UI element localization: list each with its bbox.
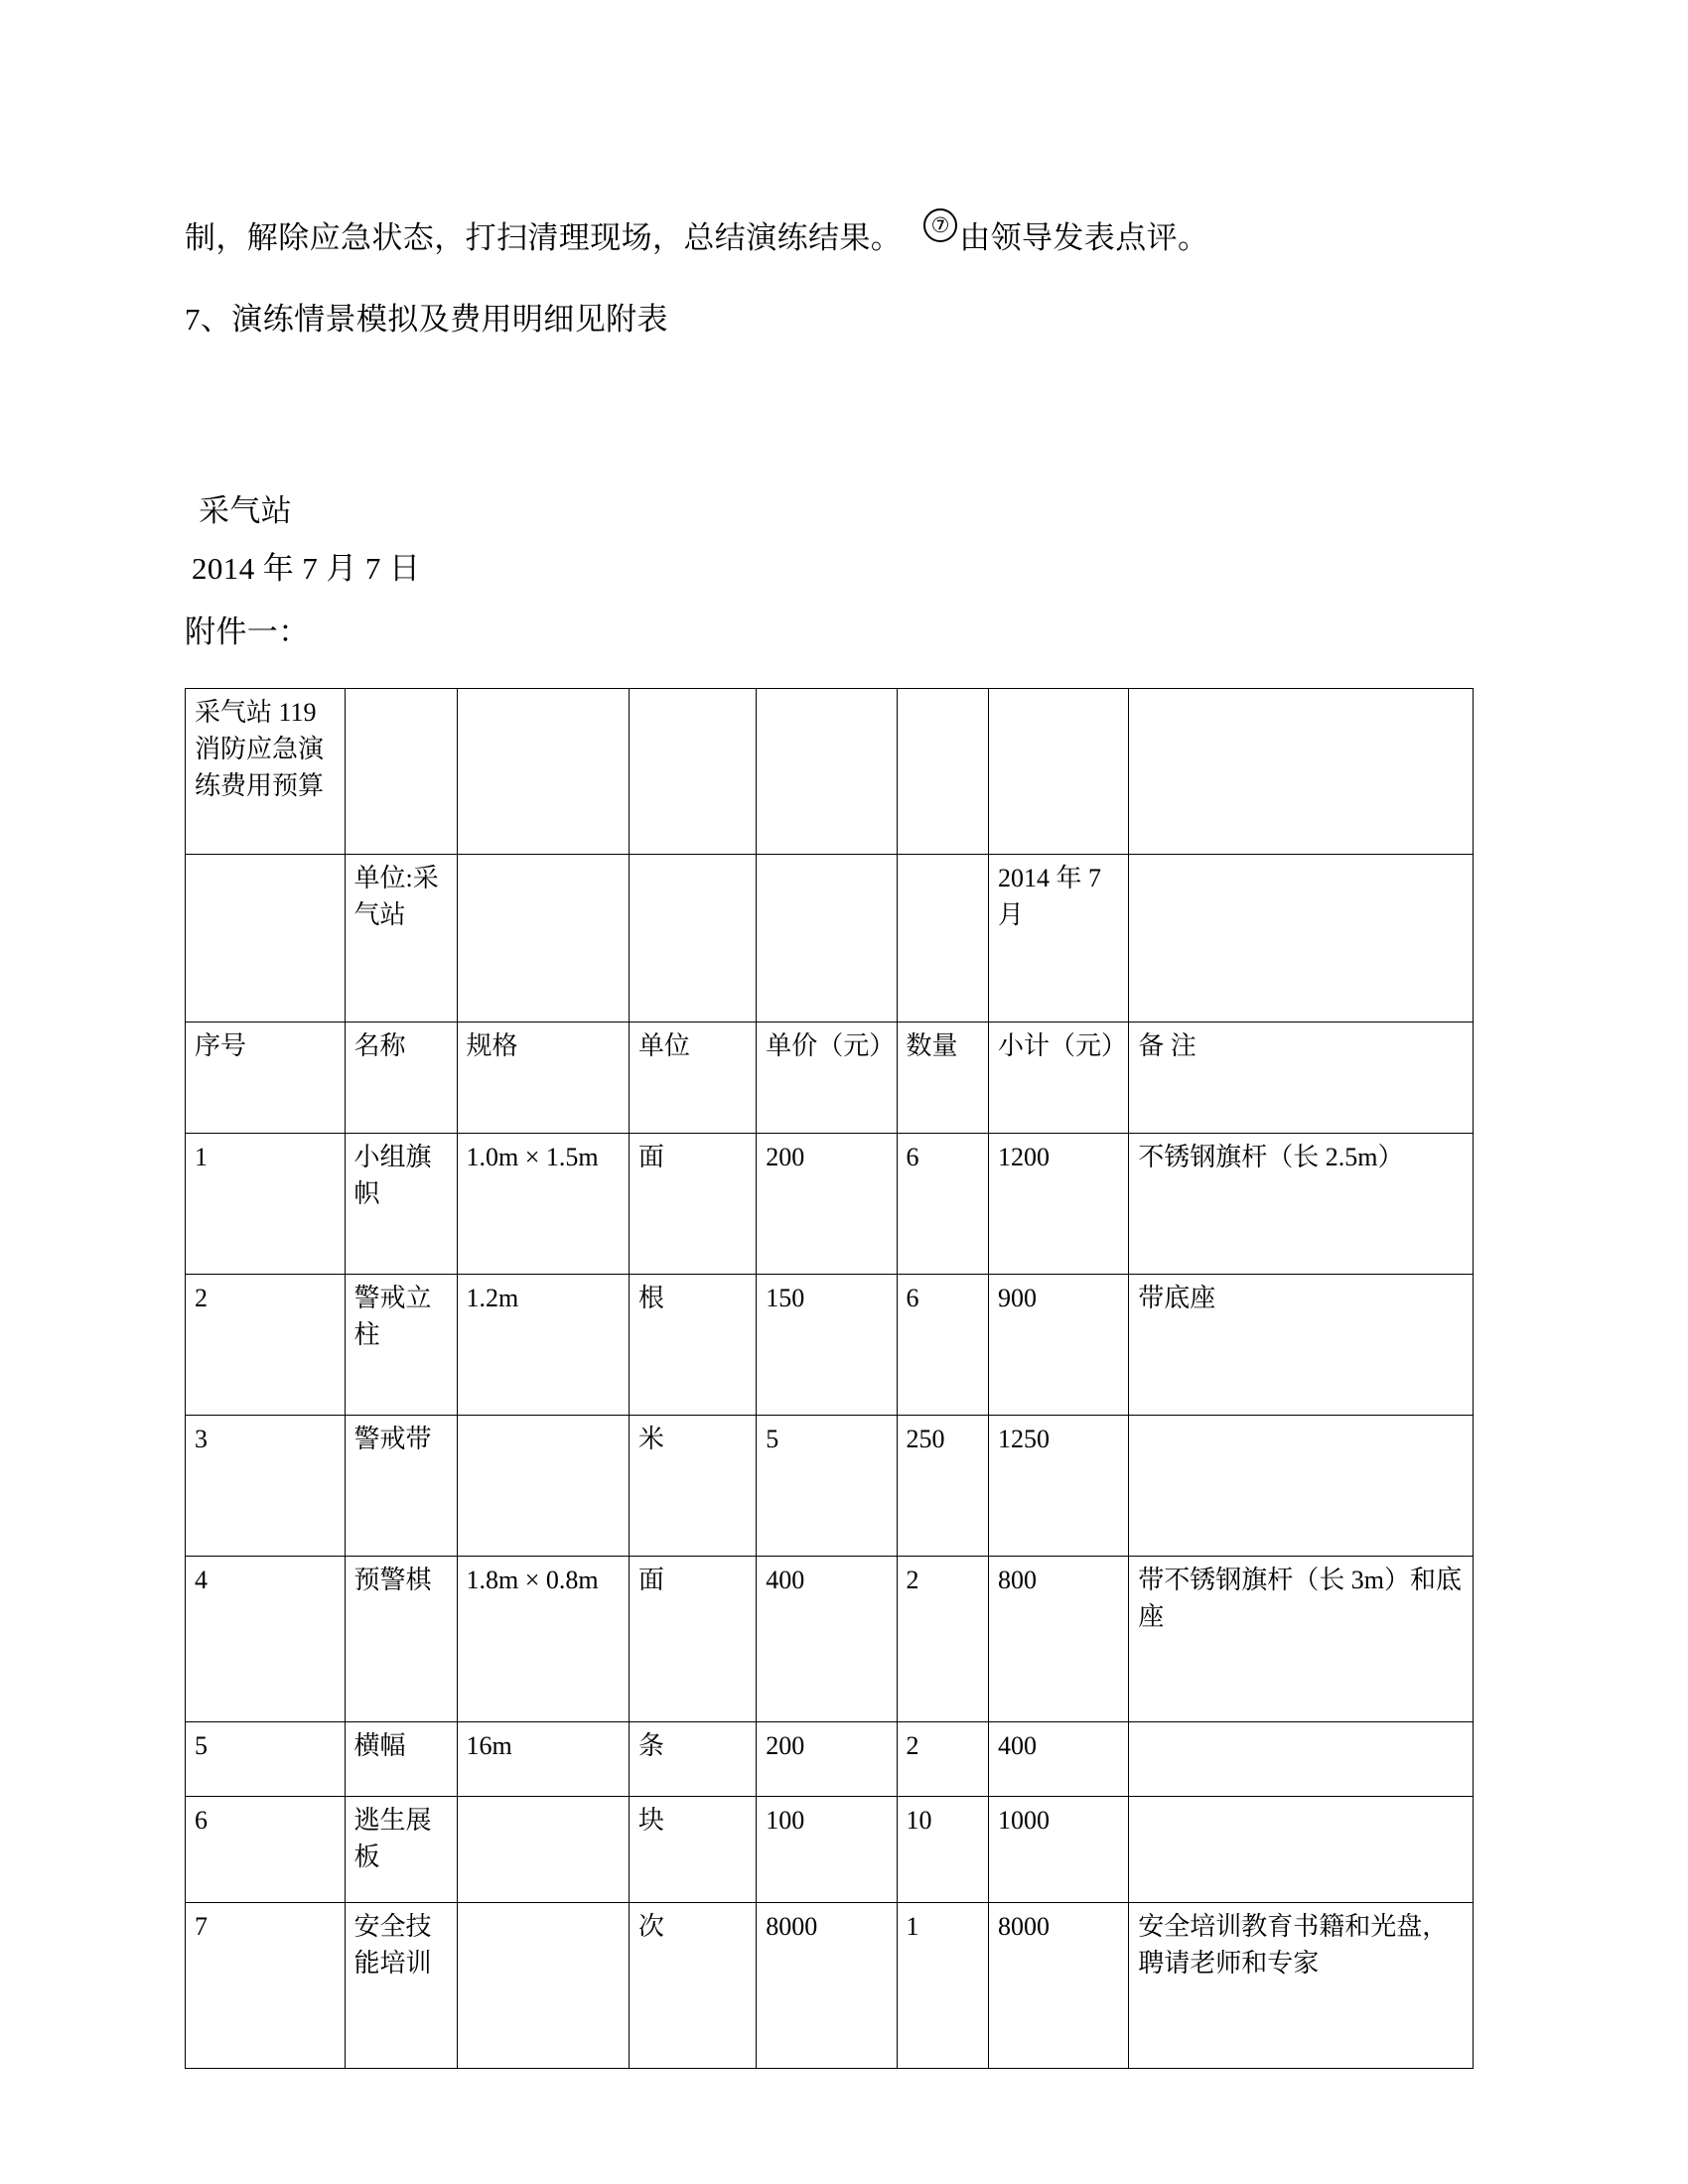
paragraph-continuation: [185, 213, 1209, 261]
table-row-meta: [186, 855, 1474, 1023]
table-cell-name: 警戒立柱: [345, 1275, 457, 1416]
table-cell-spec: [457, 1416, 629, 1557]
table-cell-unit: 根: [629, 1275, 756, 1416]
table-row: [186, 1903, 1474, 2069]
table-cell-qty: 2: [897, 1557, 988, 1722]
table-cell-name: 横幅: [345, 1722, 457, 1797]
table-cell-meta-date: 2014 年 7 月: [988, 855, 1128, 1023]
table-cell-empty: [988, 689, 1128, 855]
table-cell-empty: [1129, 689, 1474, 855]
table-cell-empty: [757, 855, 897, 1023]
table-cell-empty: [629, 855, 756, 1023]
table-header-unit: 单位: [629, 1023, 756, 1134]
table-cell-subtotal: 1200: [988, 1134, 1128, 1275]
table-cell-price: 200: [757, 1722, 897, 1797]
table-cell-spec: [457, 1903, 629, 2069]
signature-unit: 采气站: [199, 493, 293, 528]
section-heading-7: 7、演练情景模拟及费用明细见附表: [185, 302, 668, 337]
table-cell-name: 安全技能培训: [345, 1903, 457, 2069]
table-cell-spec: 1.0m × 1.5m: [457, 1134, 629, 1275]
table-header-qty: 数量: [897, 1023, 988, 1134]
table-row: [186, 1275, 1474, 1416]
table-cell-empty: [1129, 855, 1474, 1023]
table-cell-qty: 10: [897, 1797, 988, 1903]
table-cell-name: 警戒带: [345, 1416, 457, 1557]
table-cell-subtotal: 8000: [988, 1903, 1128, 2069]
table-cell-meta-unit: 单位:采气站: [345, 855, 457, 1023]
table-header-name: 名称: [345, 1023, 457, 1134]
table-cell-unit: 米: [629, 1416, 756, 1557]
table-cell-unit: 块: [629, 1797, 756, 1903]
table-cell-note: 带不锈钢旗杆（长 3m）和底座: [1129, 1557, 1474, 1722]
table-cell-empty: [457, 689, 629, 855]
table-row: [186, 1557, 1474, 1722]
signature-date: 2014 年 7 月 7 日: [192, 551, 421, 586]
table-cell-unit: 面: [629, 1557, 756, 1722]
table-cell-empty: [629, 689, 756, 855]
table-cell-qty: 2: [897, 1722, 988, 1797]
table-cell-empty: [345, 689, 457, 855]
table-cell-qty: 250: [897, 1416, 988, 1557]
table-cell-unit: 次: [629, 1903, 756, 2069]
table-cell-empty: [897, 689, 988, 855]
table-cell-index: 1: [186, 1134, 346, 1275]
table-cell-index: 2: [186, 1275, 346, 1416]
table-cell-spec: [457, 1797, 629, 1903]
table-cell-spec: 1.2m: [457, 1275, 629, 1416]
table-cell-subtotal: 400: [988, 1722, 1128, 1797]
table-cell-price: 150: [757, 1275, 897, 1416]
paragraph-continuation-text-before: 制，解除应急状态，打扫清理现场，总结演练结果。: [185, 220, 903, 255]
circled-number-seven-icon: ⑦: [923, 208, 957, 242]
table-cell-empty: [897, 855, 988, 1023]
table-cell-unit: 条: [629, 1722, 756, 1797]
table-cell-note: 安全培训教育书籍和光盘，聘请老师和专家: [1129, 1903, 1474, 2069]
table-cell-name: 小组旗帜: [345, 1134, 457, 1275]
table-header-spec: 规格: [457, 1023, 629, 1134]
table-cell-subtotal: 1000: [988, 1797, 1128, 1903]
table-cell-index: 4: [186, 1557, 346, 1722]
paragraph-continuation-text-after: 由领导发表点评。: [959, 220, 1209, 255]
table-cell-note: [1129, 1797, 1474, 1903]
table-cell-qty: 1: [897, 1903, 988, 2069]
table-cell-price: 5: [757, 1416, 897, 1557]
table-cell-index: 7: [186, 1903, 346, 2069]
table-row-title: [186, 689, 1474, 855]
attachment-label: 附件一：: [185, 614, 310, 649]
table-cell-qty: 6: [897, 1134, 988, 1275]
table-header-index: 序号: [186, 1023, 346, 1134]
table-cell-name: 预警棋: [345, 1557, 457, 1722]
table-cell-empty: [457, 855, 629, 1023]
table-row: [186, 1416, 1474, 1557]
table-row: [186, 1134, 1474, 1275]
table-cell-price: 8000: [757, 1903, 897, 2069]
table-cell-price: 400: [757, 1557, 897, 1722]
table-cell-note: [1129, 1722, 1474, 1797]
table-cell-empty: [757, 689, 897, 855]
table-cell-index: 3: [186, 1416, 346, 1557]
table-cell-price: 100: [757, 1797, 897, 1903]
table-cell-qty: 6: [897, 1275, 988, 1416]
table-cell-note: [1129, 1416, 1474, 1557]
table-cell-title: 采气站 119 消防应急演练费用预算: [186, 689, 346, 855]
table-cell-empty: [186, 855, 346, 1023]
table-row: [186, 1797, 1474, 1903]
table-row: [186, 1722, 1474, 1797]
table-header-price: 单价（元）: [757, 1023, 897, 1134]
table-header-row: [186, 1023, 1474, 1134]
table-cell-index: 6: [186, 1797, 346, 1903]
budget-table: [185, 688, 1474, 2069]
table-cell-subtotal: 900: [988, 1275, 1128, 1416]
table-cell-index: 5: [186, 1722, 346, 1797]
table-cell-spec: 16m: [457, 1722, 629, 1797]
table-header-note: 备 注: [1129, 1023, 1474, 1134]
table-cell-note: 不锈钢旗杆（长 2.5m）: [1129, 1134, 1474, 1275]
table-cell-subtotal: 1250: [988, 1416, 1128, 1557]
table-header-subtotal: 小计（元）: [988, 1023, 1128, 1134]
table-cell-subtotal: 800: [988, 1557, 1128, 1722]
table-cell-note: 带底座: [1129, 1275, 1474, 1416]
table-cell-spec: 1.8m × 0.8m: [457, 1557, 629, 1722]
table-cell-name: 逃生展板: [345, 1797, 457, 1903]
table-cell-price: 200: [757, 1134, 897, 1275]
table-cell-unit: 面: [629, 1134, 756, 1275]
